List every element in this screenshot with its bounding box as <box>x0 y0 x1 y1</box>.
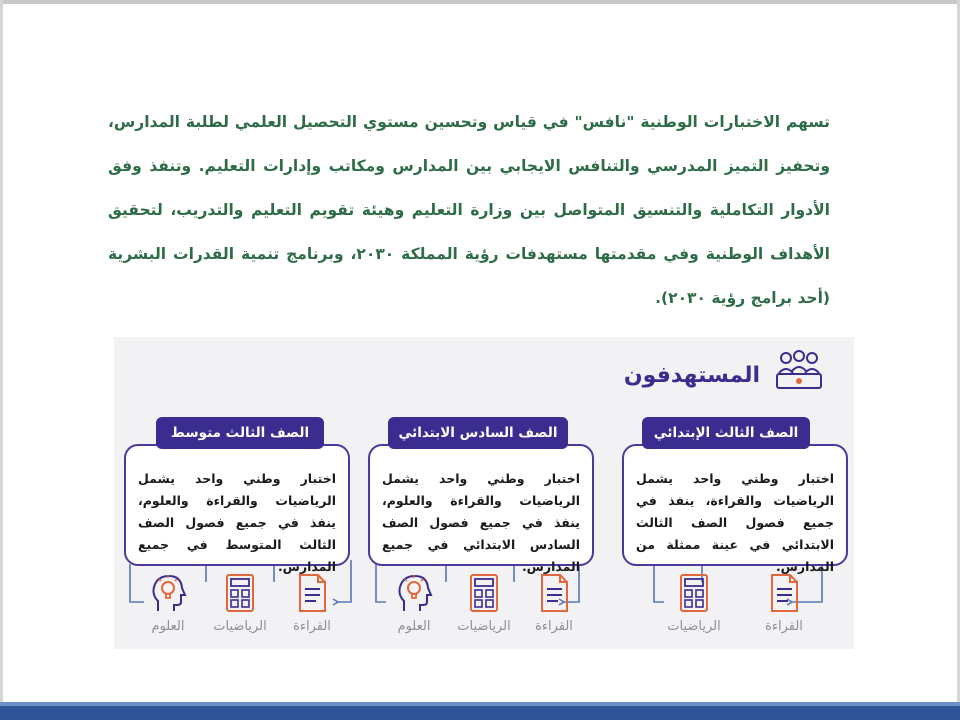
calculator-icon <box>674 571 714 615</box>
subject-science: العلوم <box>384 571 444 634</box>
footer-bar <box>0 706 960 720</box>
subject-reading: القراءة <box>282 571 342 634</box>
card-description: اختبار وطني واحد يشمل الرياضيات والقراءة، ينفذ في جميع فصول الصف الثالث الابتدائي في عينة ممثلة من المدارس. <box>636 471 834 574</box>
card-description: اختبار وطني واحد يشمل الرياضيات والقراءة والعلوم، ينفذ في جميع فصول الصف السادس الابتدائي في جميع المدارس. <box>382 471 580 574</box>
calculator-icon <box>464 571 504 615</box>
subject-reading: القراءة <box>754 571 814 634</box>
card-header-grade3-intermediate: الصف الثالث متوسط <box>156 417 324 449</box>
calculator-icon <box>220 571 260 615</box>
card-grade3-intermediate <box>124 444 350 574</box>
card-description: اختبار وطني واحد يشمل الرياضيات والقراءة والعلوم، ينفذ في جميع فصول الصف الثالث المتوسط في جميع المدارس. <box>138 471 336 574</box>
subject-reading: القراءة <box>524 571 584 634</box>
card-grade3-primary <box>622 444 848 574</box>
reading-document-icon <box>534 571 574 615</box>
targets-infographic <box>114 337 854 649</box>
slide-frame-top <box>0 0 960 4</box>
subject-math: الرياضيات <box>210 571 270 634</box>
card-header-grade3-primary: الصف الثالث الإبتدائي <box>642 417 810 449</box>
group-icon <box>774 349 824 393</box>
subject-math: الرياضيات <box>664 571 724 634</box>
subject-science: العلوم <box>138 571 198 634</box>
card-header-grade6-primary: الصف السادس الابتدائي <box>388 417 568 449</box>
card-grade6-primary <box>368 444 594 574</box>
subject-math: الرياضيات <box>454 571 514 634</box>
intro-paragraph: تسهم الاختبارات الوطنية "نافس" في قياس وتحسين مستوي التحصيل العلمي لطلبة المدارس، وتحفيز التميز المدرسي والتنافس الايجابي بين المدارس ومكاتب وإدارات التعليم. وتنفذ وفق الأدوار التكاملية والتنسيق المتواصل بين وزارة التعليم وهيئة تقويم التعليم والتدريب، لتحقيق الأهداف الوطنية وفي مقدمتها مستهدفات رؤية المملكة ٢٠٣٠، وبرنامج تنمية القدرات البشرية (أحد برامج رؤية ٢٠٣٠). <box>108 113 830 307</box>
reading-document-icon <box>292 571 332 615</box>
slide-frame-left <box>0 0 3 720</box>
panel-title: المستهدفون <box>623 363 760 388</box>
reading-document-icon <box>764 571 804 615</box>
head-bulb-icon <box>394 571 434 615</box>
head-bulb-icon <box>148 571 188 615</box>
